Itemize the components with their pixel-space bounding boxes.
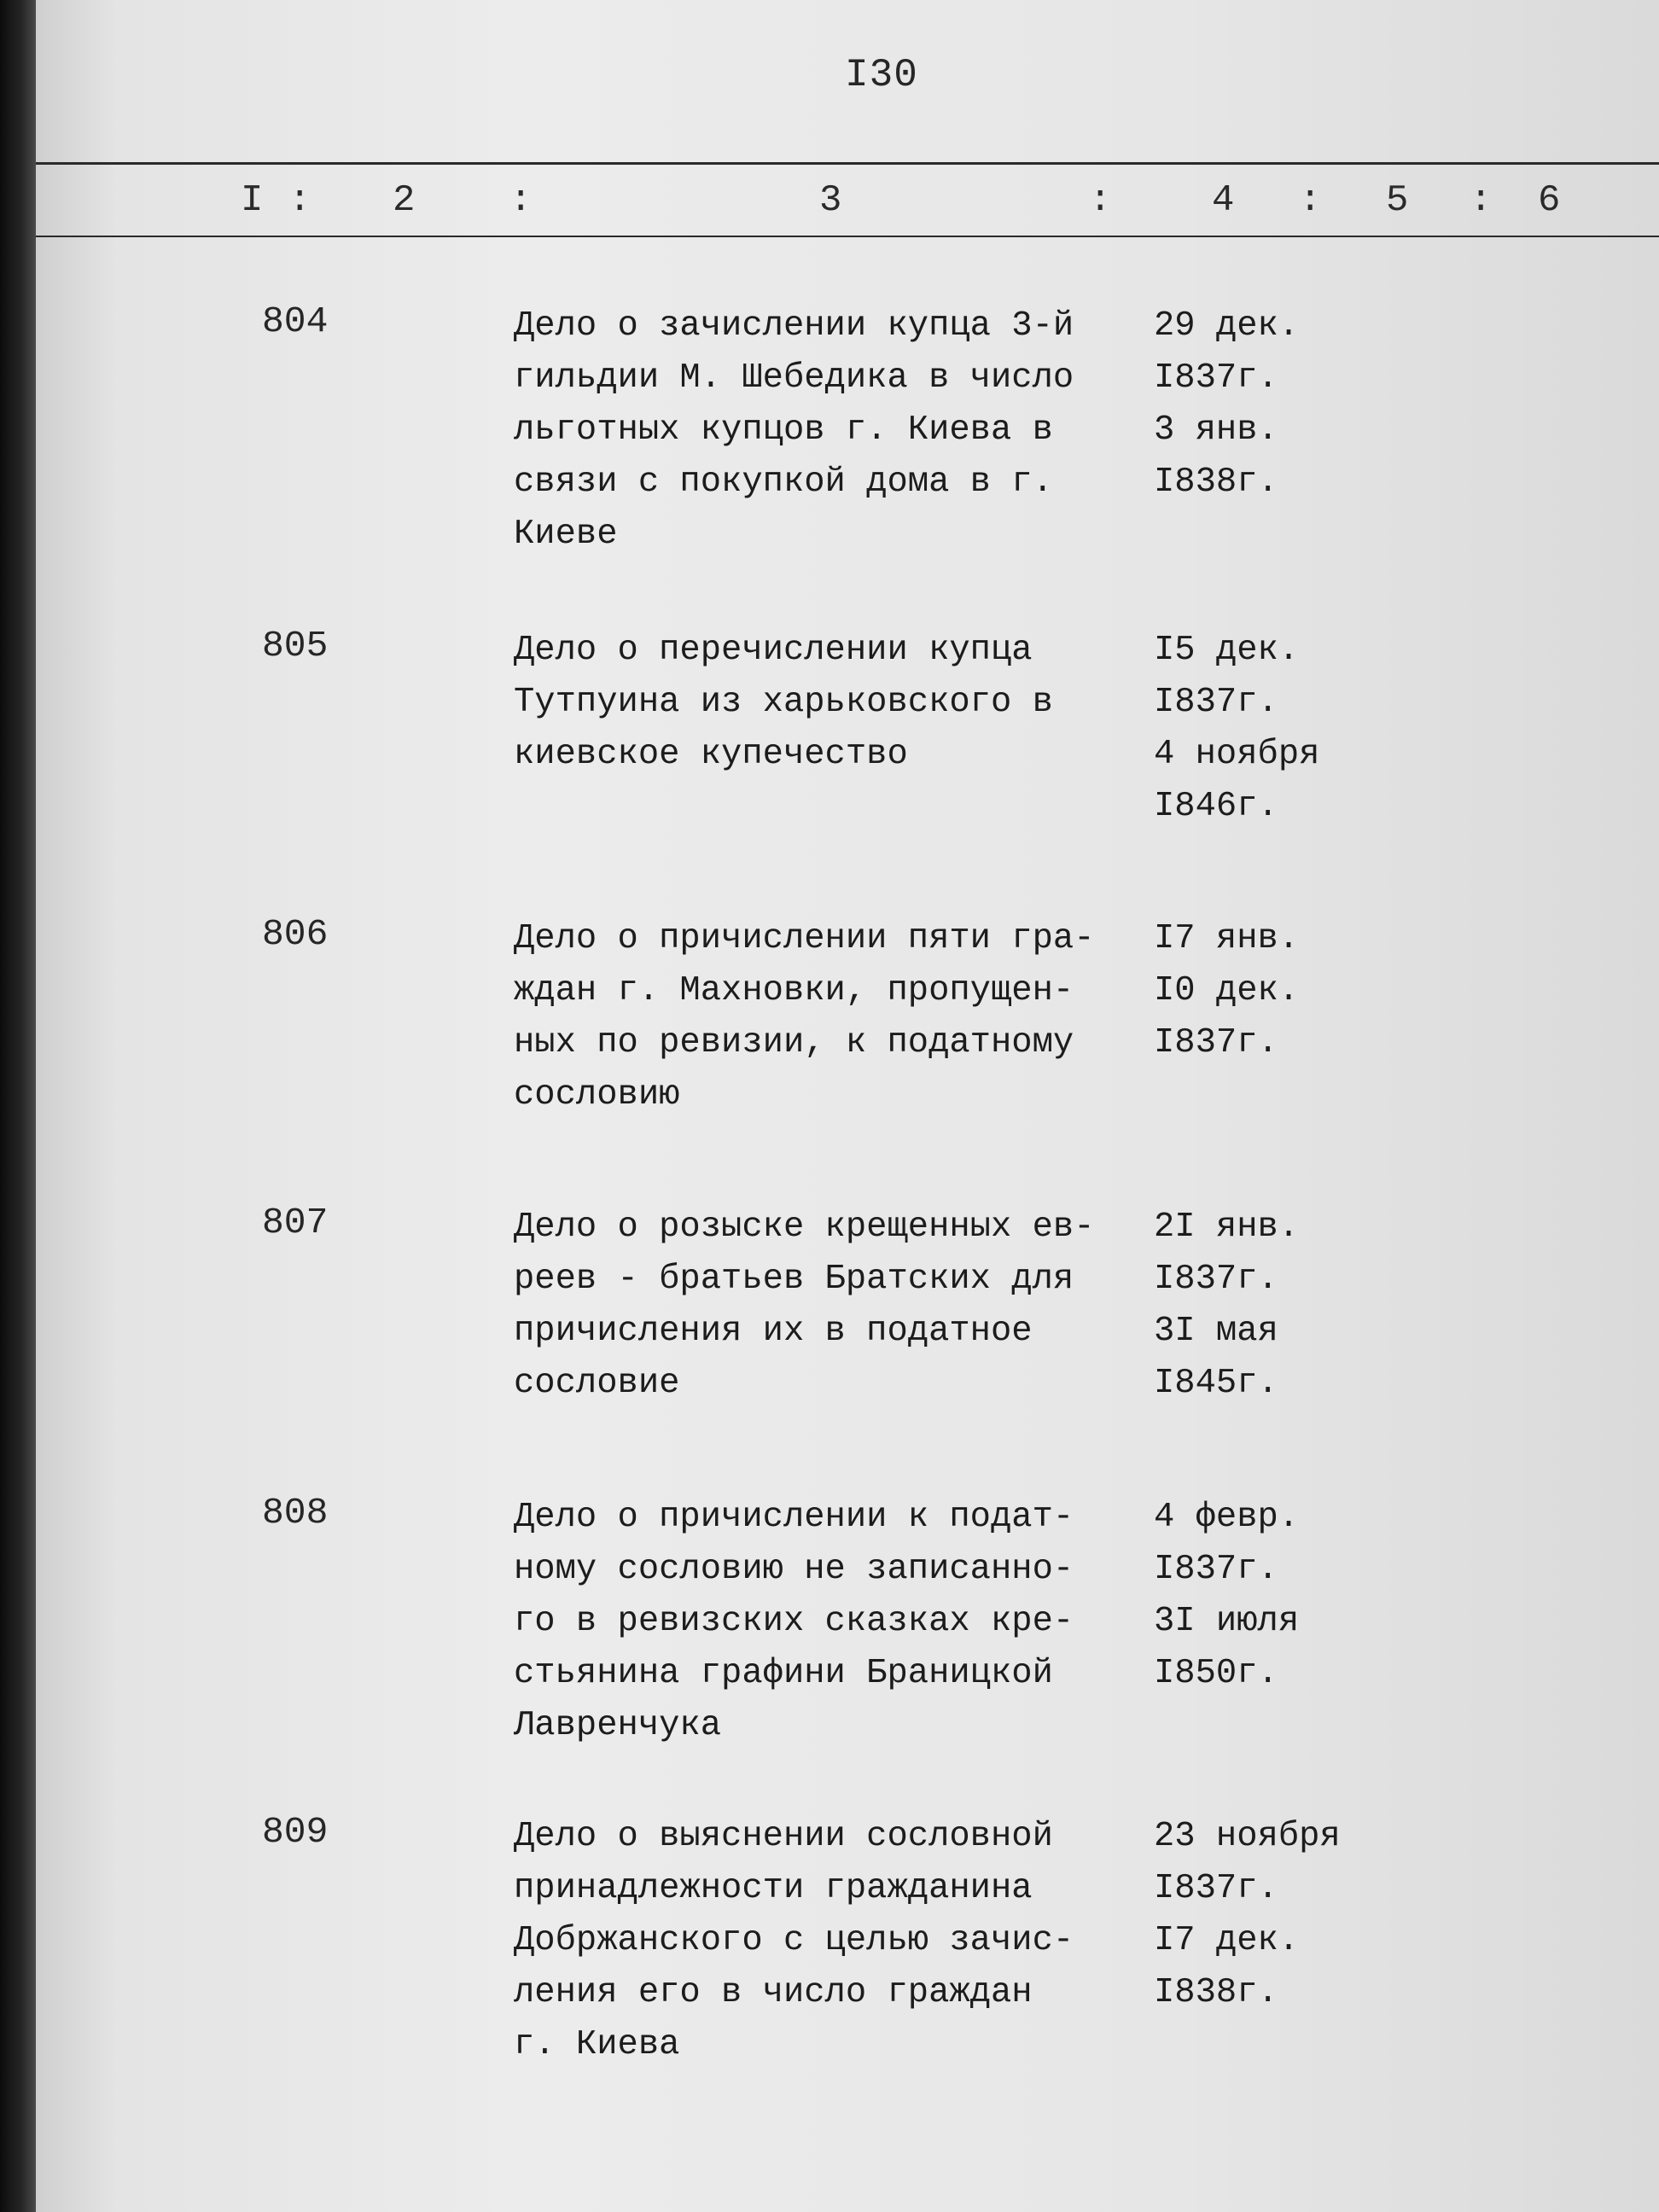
description-line: Дело о розыске крещенных ев-: [514, 1208, 1095, 1247]
date-line: I850г.: [1154, 1654, 1278, 1693]
entry-number: 804: [262, 300, 329, 342]
date-line: I846г.: [1154, 787, 1278, 826]
description-line: ления его в число граждан: [514, 1973, 1033, 2012]
entry-dates: [1154, 1202, 1427, 1410]
book-spine-shadow: [0, 0, 36, 2212]
entry-dates: [1154, 1492, 1427, 1700]
entry-dates: [1154, 1811, 1427, 2019]
entry-dates: [1154, 625, 1427, 833]
date-line: I837г.: [1154, 683, 1278, 722]
description-line: гильдии М. Шебедика в число: [514, 358, 1074, 398]
date-line: I5 дек.: [1154, 631, 1300, 670]
date-line: 2I янв.: [1154, 1208, 1300, 1247]
column-header-5: 5: [1386, 179, 1409, 222]
description-line: г. Киева: [514, 2025, 680, 2064]
column-separator: :: [509, 179, 533, 222]
date-line: I838г.: [1154, 1973, 1278, 2012]
date-line: 3 янв.: [1154, 410, 1278, 450]
date-line: I7 дек.: [1154, 1921, 1300, 1960]
entry-description: [514, 1811, 1162, 2071]
date-line: I837г.: [1154, 1260, 1278, 1299]
entry-number: 809: [262, 1811, 329, 1853]
date-line: 29 дек.: [1154, 306, 1300, 346]
description-line: связи с покупкой дома в г.: [514, 463, 1053, 502]
entry-number: 805: [262, 625, 329, 667]
description-line: сословие: [514, 1364, 680, 1403]
description-line: стьянина графини Браницкой: [514, 1654, 1053, 1693]
column-header-1: I: [241, 179, 264, 222]
date-line: 3I июля: [1154, 1602, 1300, 1641]
description-line: льготных купцов г. Киева в: [514, 410, 1053, 450]
description-line: Лавренчука: [514, 1706, 722, 1745]
description-line: реев - братьев Братских для: [514, 1260, 1074, 1299]
entry-description: [514, 625, 1162, 781]
header-rule-top: [36, 162, 1659, 165]
description-line: Дело о перечислении купца: [514, 631, 1033, 670]
description-line: Дело о зачислении купца 3-й: [514, 306, 1074, 346]
date-line: I845г.: [1154, 1364, 1278, 1403]
entry-number: 806: [262, 913, 329, 955]
entry-description: [514, 1202, 1162, 1410]
entry-dates: [1154, 300, 1427, 509]
column-header-3: 3: [819, 179, 842, 222]
description-line: Дело о причислении пяти гра-: [514, 919, 1095, 958]
entry-number: 808: [262, 1492, 329, 1534]
entry-dates: [1154, 913, 1427, 1069]
description-line: сословию: [514, 1075, 680, 1115]
description-line: ждан г. Махновки, пропущен-: [514, 971, 1074, 1010]
description-line: принадлежности гражданина: [514, 1869, 1033, 1908]
date-line: I837г.: [1154, 1550, 1278, 1589]
date-line: I7 янв.: [1154, 919, 1300, 958]
document-page: [36, 0, 1659, 2212]
column-header-4: 4: [1212, 179, 1235, 222]
date-line: I837г.: [1154, 1869, 1278, 1908]
description-line: причисления их в податное: [514, 1312, 1033, 1351]
description-line: Дело о выяснении сословной: [514, 1817, 1053, 1856]
date-line: I0 дек.: [1154, 971, 1300, 1010]
description-line: киевское купечество: [514, 735, 908, 774]
description-line: ных по ревизии, к податному: [514, 1023, 1074, 1062]
description-line: Дело о причислении к подат-: [514, 1498, 1074, 1537]
description-line: ному сословию не записанно-: [514, 1550, 1074, 1589]
header-rule-bottom: [36, 236, 1659, 237]
description-line: Тутпуина из харьковского в: [514, 683, 1053, 722]
column-separator: :: [1470, 179, 1493, 222]
column-separator: :: [1299, 179, 1322, 222]
description-line: Добржанского с целью зачис-: [514, 1921, 1074, 1960]
date-line: 4 ноября: [1154, 735, 1320, 774]
date-line: I837г.: [1154, 358, 1278, 398]
date-line: 4 февр.: [1154, 1498, 1300, 1537]
column-separator: :: [288, 179, 311, 222]
description-line: го в ревизских сказках кре-: [514, 1602, 1074, 1641]
entry-description: [514, 300, 1162, 561]
date-line: I837г.: [1154, 1023, 1278, 1062]
column-separator: :: [1089, 179, 1112, 222]
date-line: 3I мая: [1154, 1312, 1278, 1351]
page-number: I30: [845, 53, 918, 97]
entry-description: [514, 1492, 1162, 1752]
description-line: Киеве: [514, 515, 618, 554]
column-header-6: 6: [1538, 179, 1561, 222]
column-header-2: 2: [393, 179, 416, 222]
date-line: 23 ноября: [1154, 1817, 1341, 1856]
entry-number: 807: [262, 1202, 329, 1243]
date-line: I838г.: [1154, 463, 1278, 502]
entry-description: [514, 913, 1162, 1121]
